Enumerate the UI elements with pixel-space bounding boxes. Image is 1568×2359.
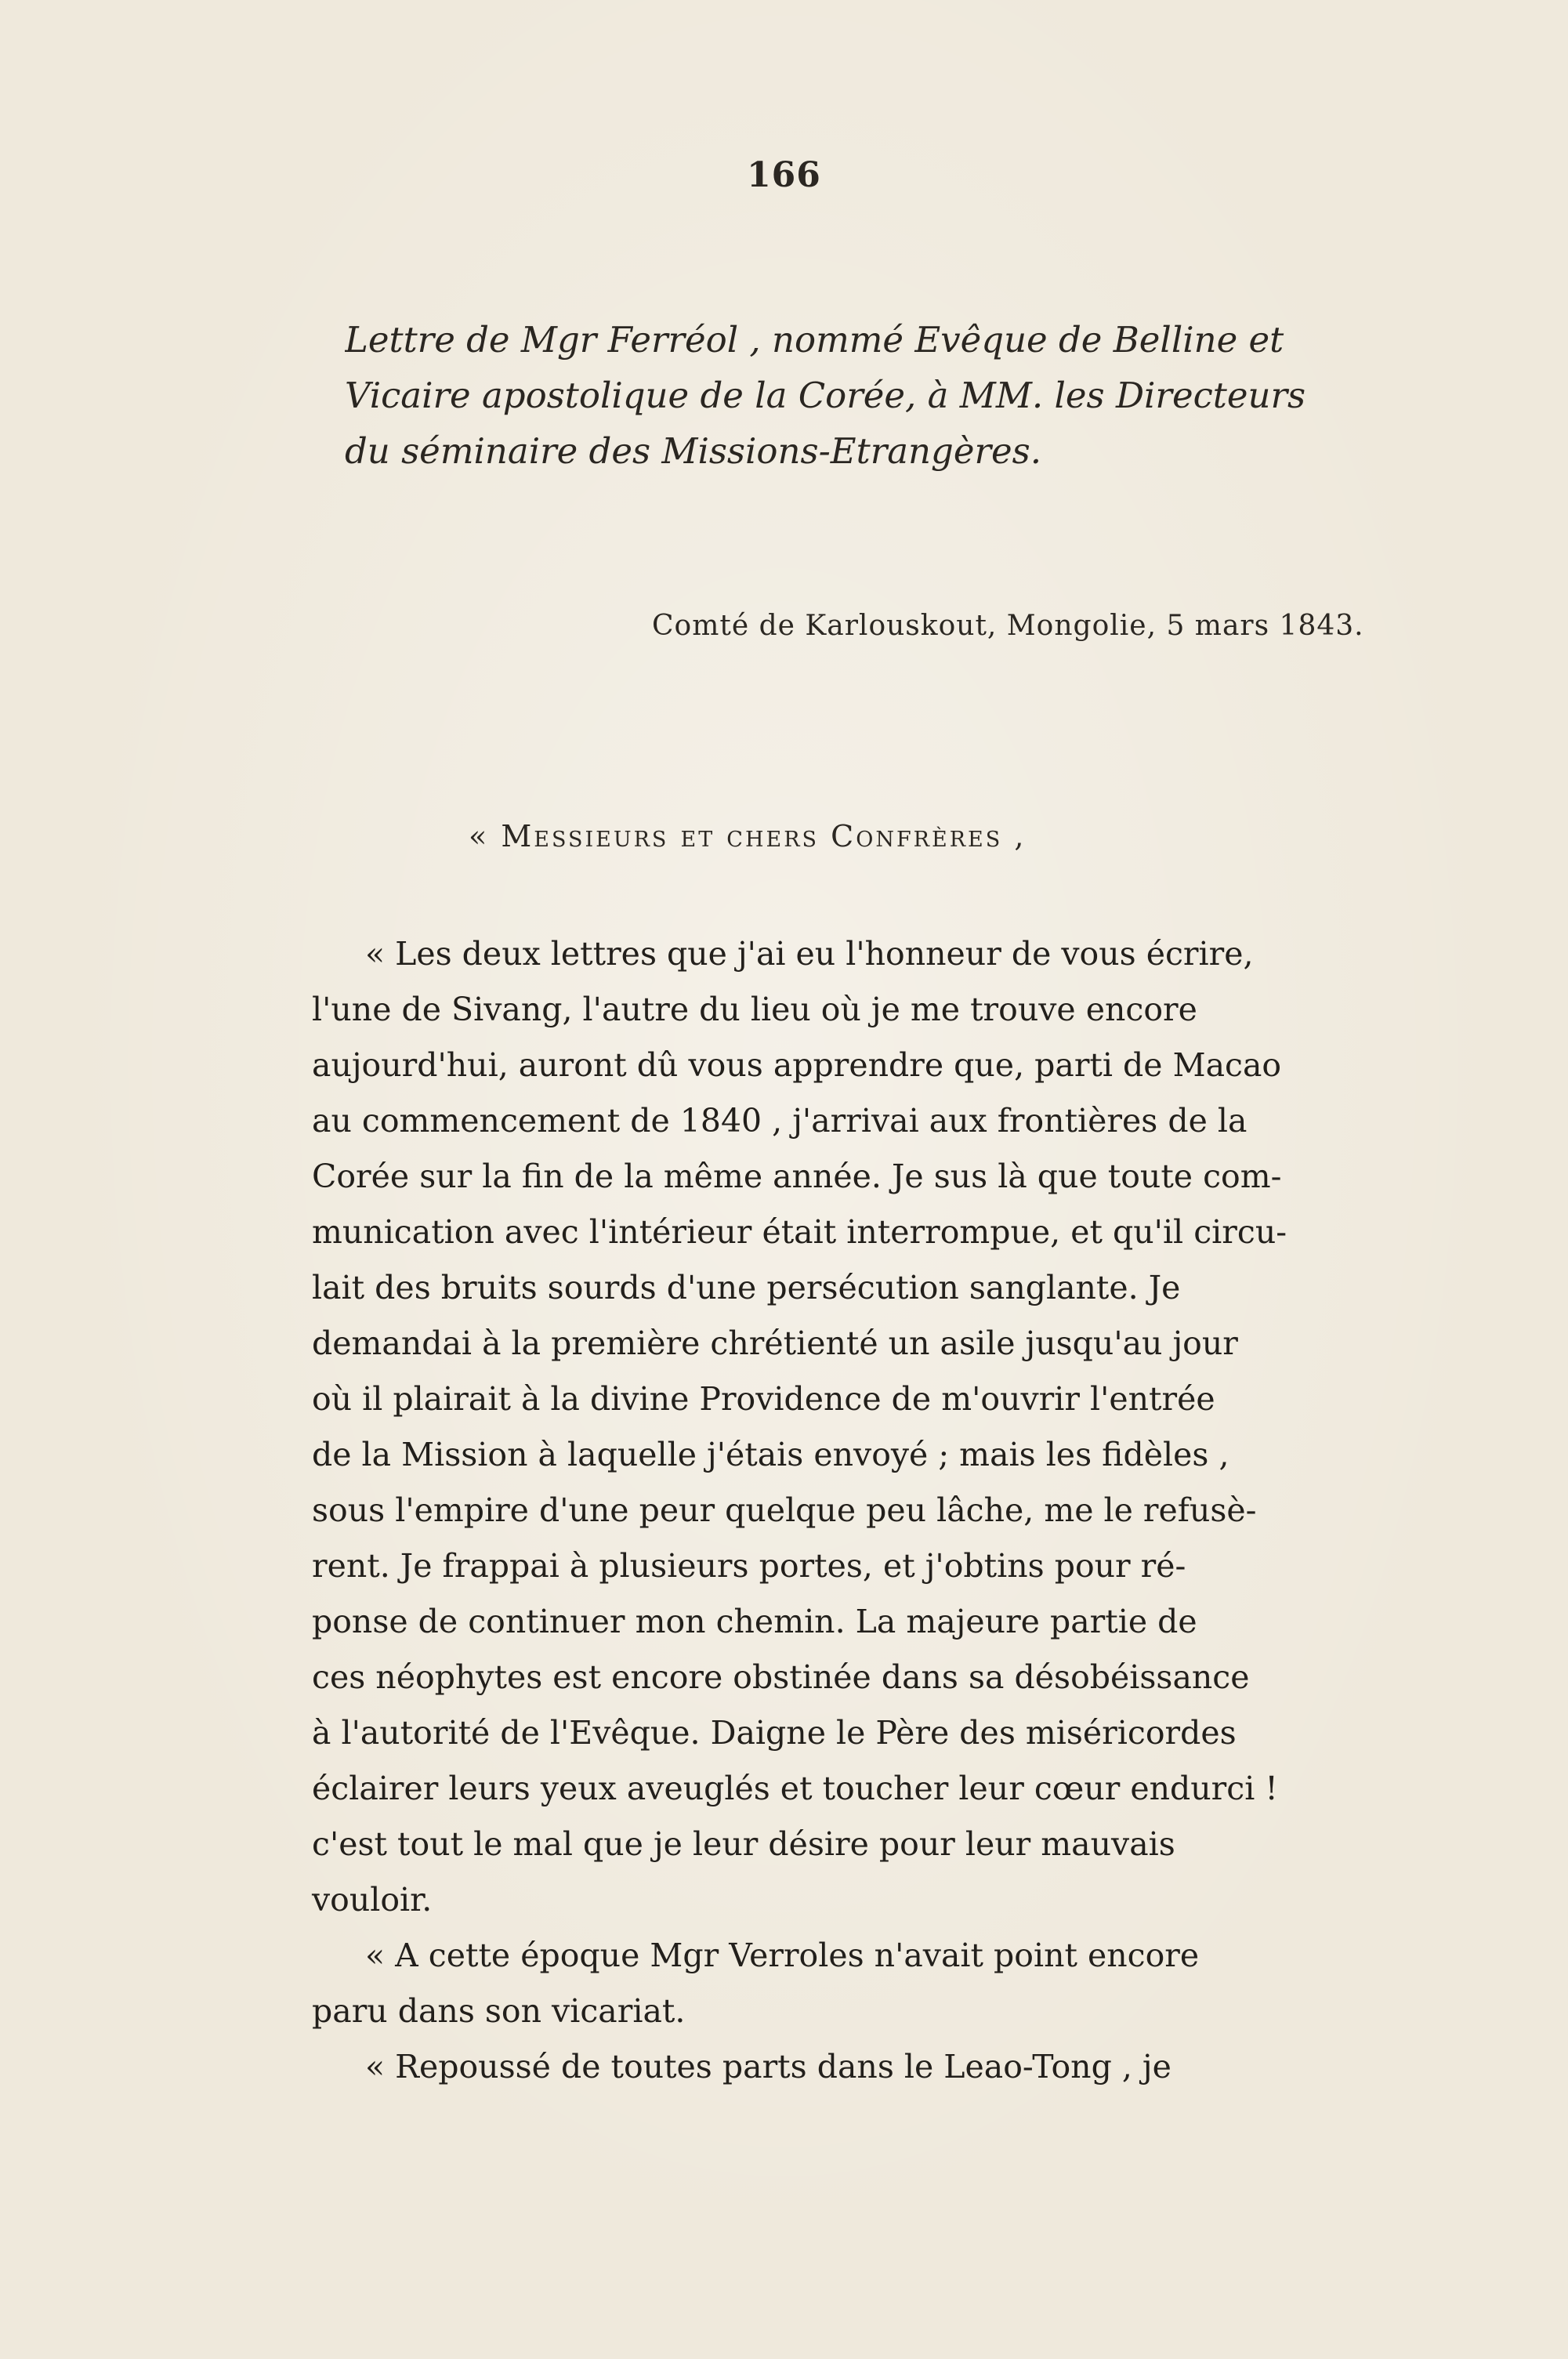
- heading-line: Lettre de Mgr Ferréol , nommé Evêque de Belline et: [345, 319, 1284, 361]
- body-line: « Repoussé de toutes parts dans le Leao-Tong , je: [365, 2048, 1171, 2085]
- body-line: à l'autorité de l'Evêque. Daigne le Père des miséricordes: [312, 1714, 1237, 1752]
- body-line: « A cette époque Mgr Verroles n'avait point encore: [365, 1937, 1200, 1974]
- body-line: ponse de continuer mon chemin. La majeure partie de: [312, 1603, 1197, 1640]
- body-line: c'est tout le mal que je leur désire pour leur mauvais: [312, 1825, 1175, 1863]
- body-line: munication avec l'intérieur était interrompue, et qu'il circu-: [312, 1213, 1287, 1251]
- body-line: de la Mission à laquelle j'étais envoyé ; mais les fidèles ,: [312, 1436, 1229, 1473]
- body-line: ces néophytes est encore obstinée dans sa désobéissance: [312, 1658, 1250, 1696]
- body-line: au commencement de 1840 , j'arrivai aux frontières de la: [312, 1102, 1248, 1140]
- body-line: aujourd'hui, auront dû vous apprendre que, parti de Macao: [312, 1046, 1282, 1084]
- body-line: Corée sur la fin de la même année. Je sus là que toute com-: [312, 1158, 1282, 1195]
- body-line: rent. Je frappai à plusieurs portes, et j'obtins pour ré-: [312, 1547, 1186, 1585]
- heading-line: du séminaire des Missions-Etrangères.: [345, 430, 1042, 472]
- dateline: Comté de Karlouskout, Mongolie, 5 mars 1843.: [652, 610, 1364, 642]
- body-line: demandai à la première chrétienté un asile jusqu'au jour: [312, 1324, 1238, 1362]
- heading-line: Vicaire apostolique de la Corée, à MM. les Directeurs: [345, 375, 1306, 416]
- letter-heading: [345, 313, 1465, 478]
- body-line: sous l'empire d'une peur quelque peu lâche, me le refusè-: [312, 1491, 1257, 1529]
- salutation: « Messieurs et chers Confrères ,: [469, 819, 1027, 853]
- body-line: où il plairait à la divine Providence de m'ouvrir l'entrée: [312, 1380, 1215, 1418]
- body-line: éclairer leurs yeux aveuglés et toucher leur cœur endurci !: [312, 1770, 1278, 1807]
- body-text: [312, 926, 1456, 2095]
- page-number: 166: [747, 155, 821, 195]
- body-line: l'une de Sivang, l'autre du lieu où je me trouve encore: [312, 991, 1197, 1028]
- body-line: « Les deux lettres que j'ai eu l'honneur de vous écrire,: [365, 935, 1254, 973]
- body-line: vouloir.: [312, 1881, 433, 1919]
- body-line: paru dans son vicariat.: [312, 1992, 686, 2030]
- body-line: lait des bruits sourds d'une persécution sanglante. Je: [312, 1269, 1181, 1306]
